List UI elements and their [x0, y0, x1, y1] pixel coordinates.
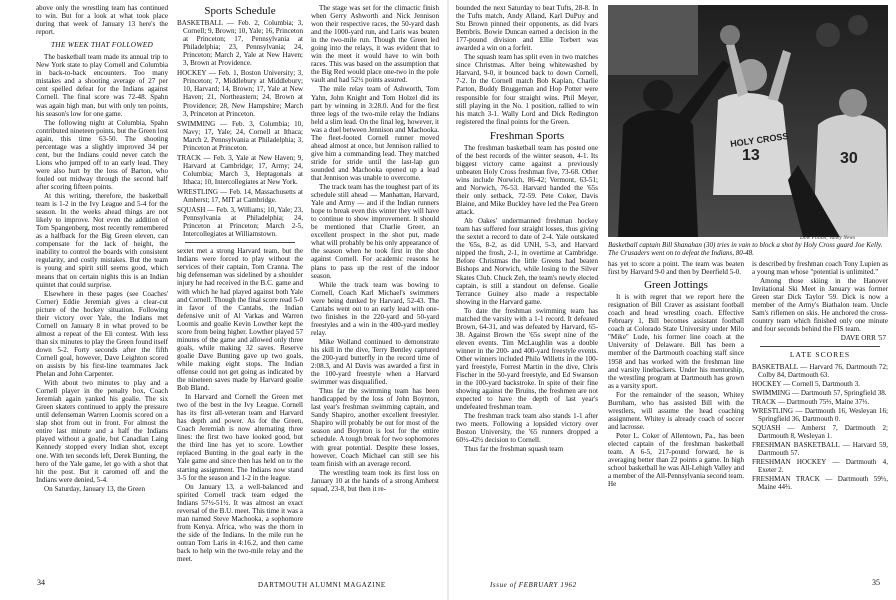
jersey-number-30: 30: [840, 150, 858, 167]
divider: [185, 242, 295, 243]
green-jottings-heading: Green Jottings: [644, 279, 708, 292]
paragraph: Ab Oakes' undermanned freshman hockey team has suffered four straight losses, thus giving the sextet a record to date of 2-4. Yale outskated the '65s, 8-2, as did UNH, 5-3, and Harvard nipped the frosh, 2-1, in overtime at Cambridge. Before Christmas the little Greens had beaten Bishops and Norwich, while losing to the Silver Skates Club. Chuck Zeh, the team's newly elected captain, is still a standout on defense. Goalie Terrance Guiney also made a respectable showing in the Harvard game.: [456, 217, 598, 306]
paragraph: The freshman track team also stands 1-1 after two meets. Following a lopsided victory over Boston University, the '65 runners dropped a 60½-42½ decision to Cornell.: [456, 412, 598, 445]
schedule-item: WRESTLING — Feb. 14, Massachusetts at Amherst; 17, MIT at Cambridge.: [177, 187, 303, 205]
paragraph: Among those skiing in the Hanover Invitational Ski Meet in January was former Green star Dick Taylor '59. Dick is now a member of the Army's Biathalon team. Uncle Sam's riflemen on skis. He anchored the cross-country team which finished only one minute and four seconds behind the FIS team.: [752, 277, 888, 334]
score-item: TRACK — Dartmouth 75⅔, Maine 37⅓.: [752, 397, 870, 406]
score-item: WRESTLING — Dartmouth 16, Wesleyan 16; Springfield 36, Dartmouth 0.: [752, 406, 888, 423]
paragraph: The following night at Columbia, Spahn contributed nineteen points, but the Green lost again, this time 63-50. The shooting percentage was a slightly improved 34 per cent, but the Indians could never catch the Lions who jumped off to an early lead. They were also hurt by the loss of Barton, who fouled out midway through the second half after scoring fifteen points.: [36, 118, 168, 191]
paragraph: bounded the next Saturday to beat Tufts, 28-8. In the Tufts match, Andy Alland, Karl DuPuy and Stu Brown pinned their opponents, as did Ivars Bembris. Bowie Duncan earned a decision in the 177-pound division and Ellie Torbert was awarded a win on a forfeit.: [456, 4, 598, 53]
author-signature: DAVE ORR '57: [840, 334, 886, 343]
paragraph: For the remainder of the season, Whitey Burnham, who has assisted Bill with the wrestlers, will assume the head coaching assignment. Whitey is already coach of soccer and lacrosse.: [608, 390, 744, 431]
left-col-1: [36, 4, 168, 576]
freshman-sports-heading: Freshman Sports: [489, 129, 565, 142]
score-item: FRESHMAN HOCKEY — Dartmouth 4, Exeter 2.: [752, 458, 888, 475]
schedule-item: HOCKEY — Feb. 1, Boston University; 3, Princeton; 7, Middlebury at Middlebury; 10, Harvard; 14, Brown; 17, Yale at New Haven; 21, Northeastern; 24, Brown at Providence; 28, New Hampshire; March 3, Princeton at Princeton.: [177, 69, 303, 118]
left-col-3: [311, 4, 439, 576]
right-col-2: [608, 260, 744, 576]
paragraph: On January 13, a well-balanced and spirited Cornell track team edged the Indians 57½-51½. It was almost an exact reversal of the B.U. meet. This time it was a man named Steve Machooka, a sophomore from Kenya. Africa, who was the thorn in the side of the Indians. In the mile run he outran Tom Laris in 4:16.2, and then came back to help win the two-mile relay and the meet.: [177, 482, 303, 564]
paragraph: While the track team was bowing to Cornell, Coach Karl Michael's swimmers were being dunked by Harvard, 52-43. The Cantabs went out to an early lead with one-two finishes in the 220-yard and 50-yard freestyles and a win in the 400-yard medley relay.: [311, 280, 439, 337]
subheading: THE WEEK THAT FOLLOWED: [50, 40, 154, 50]
magazine-footer: DARTMOUTH ALUMNI MAGAZINE: [258, 581, 386, 589]
paragraph: Thus far the swimming team has been handicapped by the loss of John Boynton, last year's freshman swimming captain, and Sandy Shapiro, another excellent freestyler. Shapiro will probably be out for most of the season and Boynton is lost for the entire schedule. A tough break for two sophomores with great potential. Despite these losses, however, Coach Michael can still see his team finish with an average record.: [311, 387, 439, 468]
photo-credit: Dow Fillion, Valley News: [800, 235, 856, 241]
basketball-photo: [608, 5, 888, 237]
paragraph: It is with regret that we report here the resignation of Bill Craver as assistant football coach and head wrestling coach. Effective February 1, Bill becomes assistant football coach at Colorado State University under Milo "Mike" Lude, his former line coach at the University of Delaware. Bill has been a member of the Dartmouth coaching staff since 1958 and has worked with the freshman line and varsity linebackers. Under his mentorship, the wrestling program at Dartmouth has grown as a varsity sport.: [608, 293, 744, 390]
photo-caption: Basketball captain Bill Shanahan (30) tries in vain to block a shot by Holy Cross guard Joe Kelly. The Crusaders went on to defeat the Indians, 80-48.: [608, 241, 883, 257]
paragraph: Thus far the freshman squash team: [464, 445, 564, 454]
sports-schedule: [177, 19, 303, 238]
score-item: FRESHMAN BASKETBALL — Harvard 59, Dartmouth 57.: [752, 440, 888, 457]
page-number-right: 35: [872, 578, 880, 587]
paragraph: The track team has the toughest part of its schedule still ahead — Manhattan, Harvard, Yale and Army — and if the Indian runners hope to break even this winter they will have to continue to show improvement. It should be mentioned that Charlie Greer, an excellent prospect in the shot put, made what will probably be his only appearance of the season when he took first in the shot against Cornell. For academic reasons he plans to pass up the rest of the indoor season.: [311, 183, 439, 280]
paragraph: With about two minutes to play and a Cornell player in the penalty box, Coach Jeremiah again yanked his goalie. The six Green skaters continued to apply the pressure until defenseman Warren Loomis scored on a slap shot from out in front. For almost the entire last minute and a half the Indians played without a goalie, but Canadian Laing Kennedy stopped every Indian shot, except one. With ten seconds left, Derek Bunting, the hero of the Yale game, let go with a shot that hit the post. But it caromed off and the Indians were denied, 5-4.: [36, 379, 168, 484]
score-item: BASKETBALL — Harvard 76, Dartmouth 72; Colby 84, Dartmouth 63.: [752, 362, 888, 379]
score-item: FRESHMAN TRACK — Dartmouth 59⅓, Maine 44⅔.: [752, 475, 888, 492]
page-number-left: 34: [37, 578, 45, 587]
right-col-1: [456, 4, 598, 576]
paragraph: On Saturday, January 13, the Green: [44, 484, 145, 493]
left-col-2: [177, 4, 303, 576]
schedule-item: BASKETBALL — Feb. 2, Columbia; 3, Cornell; 9, Brown; 10, Yale; 16, Princeton at Princeton; 17, Pennsylvania at Philadelphia; 23, Pennsylvania; 24, Princeton; March 2, Yale at New Haven; 3, Brown at Providence.: [177, 19, 303, 68]
basketball-photo-illustration: [608, 5, 888, 237]
schedule-item: SWIMMING — Feb. 3, Columbia; 10, Navy; 17, Yale; 24, Cornell at Ithaca; March 2, Pennsylvania at Philadelphia; 3, Princeton at Princeton.: [177, 119, 303, 152]
paragraph: sextet met a strong Harvard team, but the Indians were forced to play without the services of their captain, Tom Cranna. The big defenseman was sidelined by a shoulder injury he had received in the B.C. game and with which he had played against both Yale and Cornell. Though the final score read 5-0 in favor of the Cantabs, the Indian defensive unit of Al Varkas and Warren Loomis and goalie Kevin Lowther kept the score from being higher. Lowther played 57 minutes of the game and allowed only three goals, while making 32 saves. Reserve goalie Dave Bunting gave up two goals, while making eight stops. The Indian offense could not get going as indicated by the nineteen saves made by Harvard goalie Bob Bland.: [177, 247, 303, 393]
jersey-text-holy-cross: HOLY CROSS: [729, 130, 789, 150]
paragraph: The squash team has split even in two matches since Christmas. After being whitewashed by Harvard, 9-0, it bounced back to down Cornell, 7-2. In the Cornell match Bob Kaplan, Charlie Parton, Buddy Bruggeman and Hop Potter were responsible for four straight wins. Phil Meyer, still playing in the No. 1 position, rallied to win his match 3-1. Wally Lord and Dick Redington registered the final points for the Green.: [456, 53, 598, 126]
paragraph: At this writing, therefore, the basketball team is 1-2 in the Ivy League and 5-4 for the season. In the weeks ahead things are not likely to improve. Not even the addition of Tom Spangenberg, most recently remembered as a halfback for the Big Green eleven, can compensate for the lack of height, the inability to control the boards with consistent regularity, and costly mistakes. But the team is young and spirit still seems good, which means that on certain nights this is an Indian quintet that could surprise.: [36, 192, 168, 289]
schedule-item: SQUASH — Feb. 3, Williams; 10, Yale; 23, Pennsylvania at Philadelphia; 24, Princeton at Princeton; March 2-5, Intercollegiates at Williamstown.: [177, 206, 303, 239]
paragraph: is described by freshman coach Tony Lupien as a young man whose "potential is unlimited.": [752, 260, 888, 277]
jersey-number-13: 13: [742, 147, 760, 164]
paragraph: has yet to score a point. The team was beaten first by Harvard 9-0 and then by Deerfield 5-0.: [608, 260, 744, 277]
paragraph: The freshman basketball team has posted one of the best records of the winter season, 4-1. Its biggest victory came against a previously unbeaten Holy Cross freshman five, 73-68. Other wins include Norwich, 86-42; Vermont, 63-51; and Norwich, 76-53. Harvard handed the '65s their only setback, 72-59. Pete Coker, Davis Blaine, and Mike Buckley have led the Pea Green attack.: [456, 143, 598, 217]
divider: [760, 346, 880, 347]
sports-schedule-heading: Sports Schedule: [204, 5, 276, 17]
paragraph: The stage was set for the climactic finish when Gerry Ashworth and Nick Jennison won their respective races, the 50-yard dash and the 1000-yard run, and Laris was beaten in the two-mile run. Though the Green led going into the relays, it was evident that to win the meet it would have to win both races. This was based on the assumption that the Big Red would place one-two in the pole vault and had 52½ points assured.: [311, 4, 439, 85]
late-scores-heading: LATE SCORES: [789, 350, 851, 360]
late-scores-list: [752, 363, 888, 492]
gutter: [447, 0, 449, 600]
paragraph: The mile relay team of Ashworth, Tom Yahn, John Knight and Tom Holzel did its part by winning in 3:28.0. And for the first three legs of the two-mile relay the Indians held a slim lead. On the final leg, however, it was a duel between Jennison and Machooka. The fleet-footed Cornell runner moved ahead almost at once, but Jennison rallied to give him a commanding lead. They matched stride for stride until the last-lap gun sounded and Machooka opened up a lead that Jennison was unable to overcome.: [311, 85, 439, 182]
schedule-item: TRACK — Feb. 3, Yale at New Haven; 9, Harvard at Cambridge; 17, Army; 24, Columbia; March 3, Heptagonals at Ithaca; 10, Intercollegiates at New York.: [177, 153, 303, 186]
paragraph: Peter L. Coker of Allentown, Pa., has been elected captain of the freshman basketball team. A 6-5, 217-pound forward, he is averaging better than 22 points a game. In high school basketball he was All-Lehigh Valley and a member of the All-Pennsylvania second team. He: [608, 431, 744, 489]
paragraph: To date the freshman swimming team has matched the varsity with a 1-1 record. It defeated Brown, 64-31, and was defeated by Harvard, 65-38. Against Brown the '65s swept nine of the eleven events. Tim McLaughlin was a double winner in the 200- and 400-yard freestyle events. Other winners included Philo Willetts in the 100-yard freestyle, Forrest Martin in the dive, Chris Fischer in the 50-yard freestyle, and Ed Swanson in the 100-yard backstroke. In spite of their fine showing against the Bruins, the freshmen are not expected to have the depth of last year's undefeated freshman team.: [456, 306, 598, 412]
paragraph: The wrestling team took its first loss on January 10 at the hands of a strong Amherst squad, 23-8, but then it re-: [311, 468, 439, 493]
right-col-3: [752, 260, 888, 576]
paragraph: above only the wrestling team has continued to win. But for a look at what took place during that week of January 13 here's the report.: [36, 4, 168, 37]
paragraph: Mike Wolland continued to demonstrate his skill in the dive, Terry Bentley captured the 200-yard butterfly in the record time of 2:08.3, and Al Davis was awarded a first in the 100-yard freestyle when a Harvard swimmer was disqualified.: [311, 337, 439, 387]
paragraph: Elsewhere in these pages (see Coaches' Corner) Eddie Jeremiah gives a clear-cut picture of the hockey situation. Following their victory over Yale, the Indians met Cornell on January 8 in what proved to be almost a repeat of the Eli contest. With less than six minutes to play the Green found itself down 5-2. Forty seconds after the fifth Cornell goal, however, Dave Leighton scored on assists by his first-line teammates Jack Phelan and John Carpenter.: [36, 289, 168, 379]
score-item: SWIMMING — Dartmouth 57, Springfield 38.: [752, 388, 887, 397]
paragraph: In Harvard and Cornell the Green met two of the best in the Ivy League. Cornell has its first all-veteran team and Harvard has depth and power. As for the Green, Coach Jeremiah is now alternating three lines: the first two have looked good, but the third line has yet to score. Lowther replaced Bunting in the goal early in the Yale game and since then has held on to the starting assignment. The Indians now stand 3-5 for the season and 1-2 in the league.: [177, 393, 303, 482]
issue-footer: Issue of FEBRUARY 1962: [490, 581, 577, 589]
score-item: SQUASH — Amherst 7, Dartmouth 2; Dartmouth 8, Wesleyan 1.: [752, 423, 888, 440]
score-item: HOCKEY — Cornell 5, Dartmouth 3.: [752, 379, 860, 388]
paragraph: The basketball team made its annual trip to New York state to play Cornell and Columbia in back-to-back encounters. Too many mistakes and a shooting average of 27 per cent spelled defeat for the Indians against Cornell. The final score was 72-48. Spahn was again high man, but with only ten points, his season's low for one game.: [36, 53, 168, 118]
